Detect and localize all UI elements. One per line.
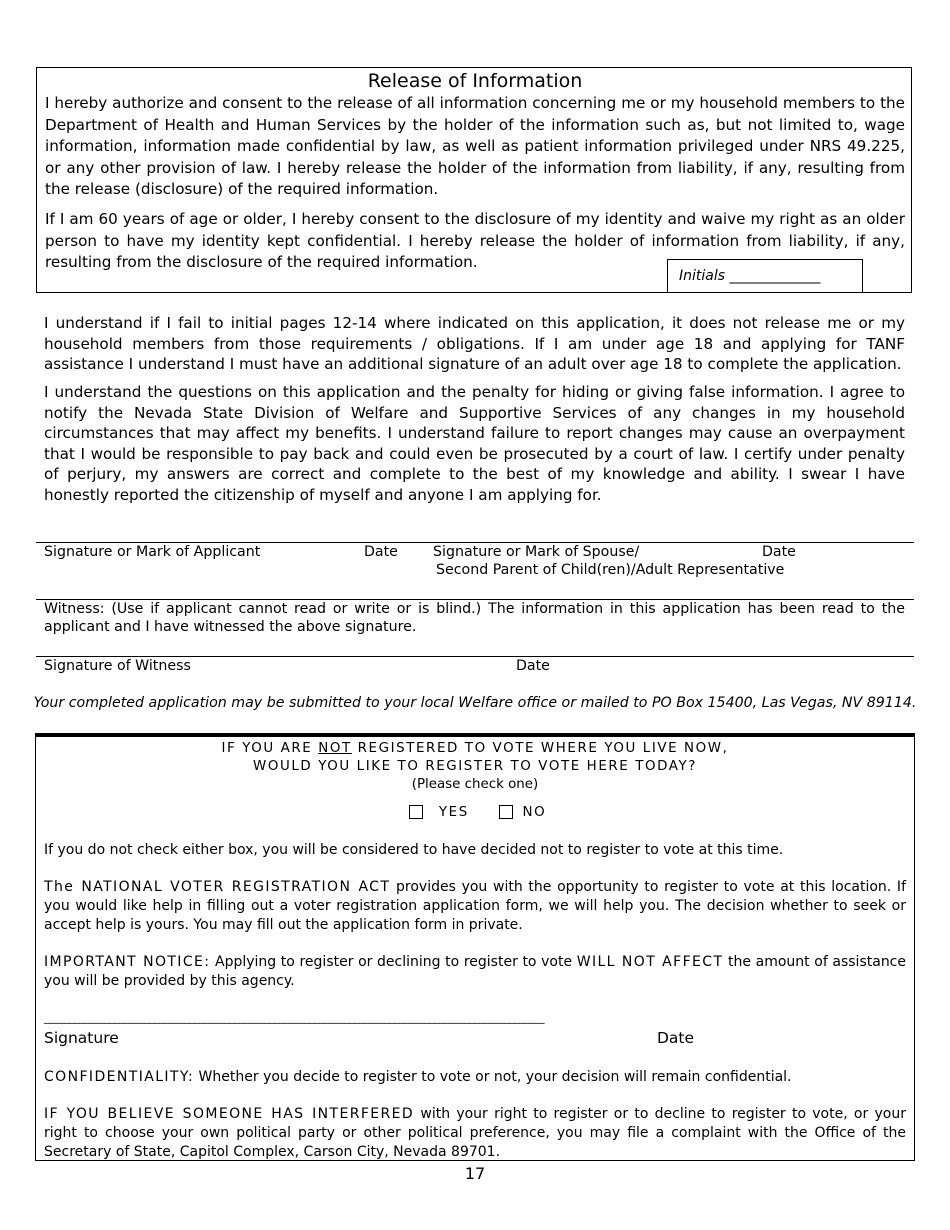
submission-note: Your completed application may be submitted to your local Welfare office or mailed to PO Box 15400, Las Vegas, NV 89114. bbox=[33, 695, 917, 711]
release-title: Release of Information bbox=[367, 70, 583, 92]
witness-signature-label: Signature of Witness bbox=[44, 658, 191, 674]
not-emphasis: NOT bbox=[318, 741, 352, 756]
page-number: 17 bbox=[464, 1164, 486, 1183]
spouse-signature-sublabel: Second Parent of Child(ren)/Adult Representative bbox=[436, 562, 785, 578]
interference-notice: IF YOU BELIEVE SOMEONE HAS INTERFERED with your right to register or to decline to register to vote, or your right to choose your own political party or other political preference, you may file a complaint with the Office of the Secretary of State, Capitol Complex, Carson City, Nevada 89701. bbox=[44, 1106, 906, 1160]
applicant-signature-label: Signature or Mark of Applicant bbox=[44, 544, 261, 560]
witness-statement: Witness: (Use if applicant cannot read or write or is blind.) The information in this application has been read to the applicant and I have witnessed the above signature. bbox=[44, 601, 905, 635]
voter-question-line-2: WOULD YOU LIKE TO REGISTER TO VOTE HERE TODAY? bbox=[252, 759, 698, 774]
release-paragraph-2: If I am 60 years of age or older, I hereby consent to the disclosure of my identity and waive my right as an older person to have my identity kept confidential. I hereby release the holder of information from liability, if any, resulting from the disclosure of the required information. bbox=[45, 210, 905, 271]
release-paragraph-1: I hereby authorize and consent to the release of all information concerning me or my household members to the Department of Health and Human Services by the holder of the information such as, but not limited to, wage information, information made confidential by law, as well as patient information privileged under NRS 49.225, or any other provision of law. I hereby release the holder of the information from liability, if any, resulting from the release (disclosure) of the required information. bbox=[45, 94, 905, 198]
voter-signature-line[interactable]: ____________________________________________________________________________________________________ bbox=[44, 1011, 544, 1024]
important-notice: IMPORTANT NOTICE: Applying to register or declining to register to vote WILL NOT AFFECT the amount of assistance you will be provided by this agency. bbox=[44, 954, 906, 989]
no-checkbox[interactable] bbox=[499, 805, 513, 819]
voter-date-label: Date bbox=[657, 1029, 695, 1047]
release-of-information-box bbox=[36, 67, 912, 293]
applicant-date-label: Date bbox=[364, 544, 398, 560]
initials-field[interactable]: Initials _____________ bbox=[667, 259, 863, 293]
confidentiality-notice: CONFIDENTIALITY: Whether you decide to register to vote or not, your decision will remain confidential. bbox=[44, 1069, 792, 1085]
voter-signature-label: Signature bbox=[44, 1029, 119, 1047]
vote-options bbox=[409, 805, 546, 820]
nvra-paragraph: The NATIONAL VOTER REGISTRATION ACT provides you with the opportunity to register to vote at this location. If you would like help in filling out a voter registration application form, we will help you. The decision whether to seek or accept help is yours. You may fill out the application form in private. bbox=[44, 879, 906, 933]
no-check-notice: If you do not check either box, you will be considered to have decided not to register to vote at this time. bbox=[44, 842, 784, 858]
spouse-date-label: Date bbox=[762, 544, 796, 560]
please-check-one: (Please check one) bbox=[411, 777, 539, 792]
understand-paragraph-2: I understand the questions on this application and the penalty for hiding or giving false information. I agree to notify the Nevada State Division of Welfare and Supportive Services of any changes in my household circumstances that may affect my benefits. I understand failure to report changes may cause an overpayment that I would be responsible to pay back and could even be prosecuted by a court of law. I certify under penalty of perjury, my answers are correct and complete to the best of my knowledge and ability. I swear I have honestly reported the citizenship of myself and anyone I am applying for. bbox=[44, 383, 905, 504]
spouse-signature-label: Signature or Mark of Spouse/ bbox=[433, 544, 640, 560]
no-label: NO bbox=[522, 805, 547, 820]
yes-checkbox[interactable] bbox=[409, 805, 423, 819]
understand-paragraph-1: I understand if I fail to initial pages 12-14 where indicated on this application, it does not release me or my household members from those requirements / obligations. If I am under age 18 and applying for TANF assistance I understand I must have an additional signature of an adult over age 18 to complete the application. bbox=[44, 314, 905, 373]
yes-label: YES bbox=[438, 805, 469, 820]
witness-date-label: Date bbox=[516, 658, 550, 674]
voter-registration-box bbox=[35, 733, 915, 1161]
voter-question-line-1: IF YOU ARE NOT REGISTERED TO VOTE WHERE YOU LIVE NOW, bbox=[221, 741, 729, 756]
